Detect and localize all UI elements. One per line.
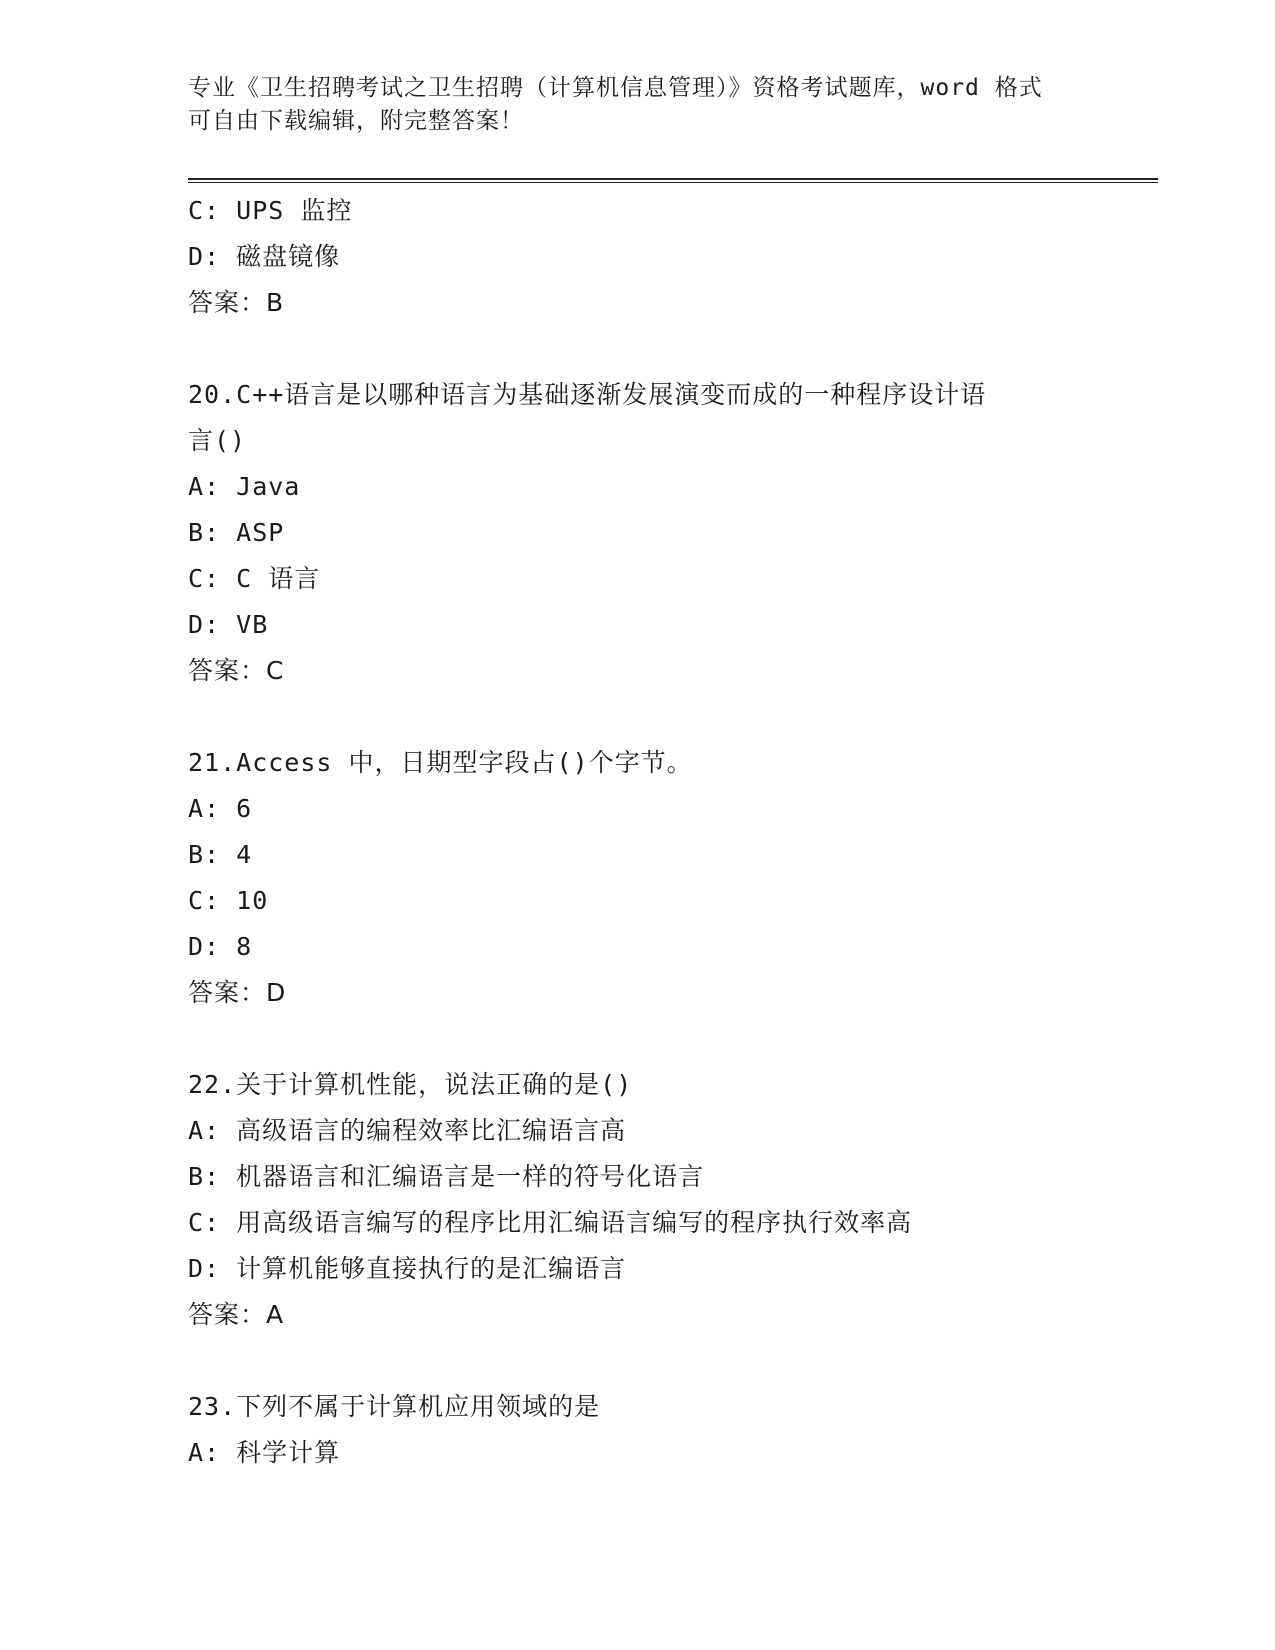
question-19-tail — [188, 188, 1148, 326]
option-a: A: 高级语言的编程效率比汇编语言高 — [188, 1116, 627, 1145]
option-c: C: C 语言 — [188, 564, 321, 593]
option-a: A: Java — [188, 472, 301, 501]
option-d: D: 磁盘镜像 — [188, 242, 341, 271]
answer: 答案：A — [188, 1300, 285, 1329]
header-divider — [188, 178, 1158, 183]
option-d: D: 计算机能够直接执行的是汇编语言 — [188, 1254, 627, 1283]
question-stem: 20.C++语言是以哪种语言为基础逐渐发展演变而成的一种程序设计语 — [188, 380, 987, 409]
question-stem: 21.Access 中，日期型字段占()个字节。 — [188, 748, 693, 777]
option-d: D: 8 — [188, 932, 253, 961]
spacer — [188, 694, 1148, 740]
document-header — [188, 72, 1088, 138]
question-23 — [188, 1384, 1148, 1476]
question-stem-continued: 言() — [188, 426, 247, 455]
header-line-2: 可自由下载编辑，附完整答案！ — [188, 108, 524, 134]
answer: 答案：C — [188, 656, 285, 685]
option-a: A: 科学计算 — [188, 1438, 341, 1467]
spacer — [188, 1016, 1148, 1062]
header-line-1: 专业《卫生招聘考试之卫生招聘（计算机信息管理）》资格考试题库，word 格式 — [188, 75, 1043, 101]
spacer — [188, 1338, 1148, 1384]
option-b: B: 4 — [188, 840, 253, 869]
option-c: C: 10 — [188, 886, 269, 915]
option-a: A: 6 — [188, 794, 253, 823]
option-c: C: UPS 监控 — [188, 196, 353, 225]
answer: 答案：D — [188, 978, 287, 1007]
option-b: B: ASP — [188, 518, 285, 547]
question-list — [188, 188, 1148, 1476]
question-22 — [188, 1062, 1148, 1338]
question-20 — [188, 372, 1148, 694]
option-c: C: 用高级语言编写的程序比用汇编语言编写的程序执行效率高 — [188, 1208, 913, 1237]
question-stem: 23.下列不属于计算机应用领域的是 — [188, 1392, 601, 1421]
answer: 答案：B — [188, 288, 285, 317]
option-b: B: 机器语言和汇编语言是一样的符号化语言 — [188, 1162, 705, 1191]
option-d: D: VB — [188, 610, 269, 639]
question-21 — [188, 740, 1148, 1016]
question-stem: 22.关于计算机性能，说法正确的是() — [188, 1070, 633, 1099]
spacer — [188, 326, 1148, 372]
